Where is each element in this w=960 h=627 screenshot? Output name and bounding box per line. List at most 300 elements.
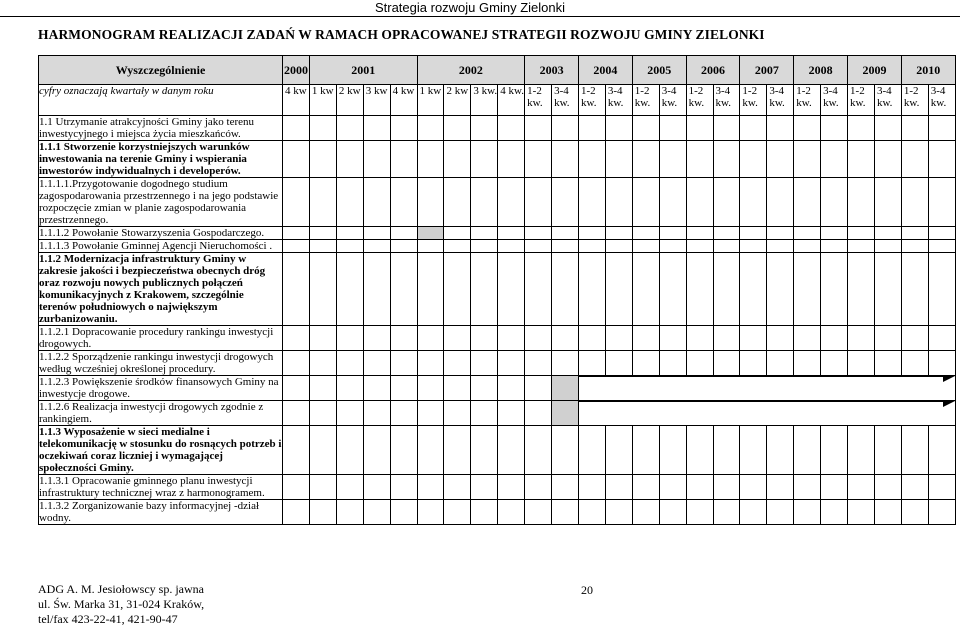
schedule-cell: [794, 500, 821, 525]
schedule-cell: [309, 475, 336, 500]
header-label: Wyszczególnienie: [39, 56, 283, 85]
schedule-cell: [767, 141, 794, 178]
schedule-cell: [928, 351, 955, 376]
schedule-cell: [767, 227, 794, 240]
document-title: HARMONOGRAM REALIZACJI ZADAŃ W RAMACH OPRACOWANEJ STRATEGII ROZWOJU GMINY ZIELONKI: [38, 27, 765, 42]
schedule-cell: [767, 500, 794, 525]
schedule-cell: [901, 116, 928, 141]
schedule-cell: [417, 253, 444, 326]
quarter-header: 2 kw: [336, 85, 363, 116]
schedule-cell: [336, 426, 363, 475]
schedule-cell: [794, 141, 821, 178]
schedule-cell: [632, 426, 659, 475]
schedule-cell: [363, 240, 390, 253]
schedule-cell: [901, 475, 928, 500]
schedule-cell: [874, 141, 901, 178]
schedule-cell: [309, 351, 336, 376]
schedule-cell: [390, 401, 417, 426]
quarter-header: 3-4 kw.: [928, 85, 955, 116]
schedule-cell: [578, 141, 605, 178]
schedule-cell: [928, 240, 955, 253]
schedule-cell: [874, 116, 901, 141]
schedule-cell: [552, 141, 579, 178]
schedule-cell: [713, 253, 740, 326]
schedule-cell: [713, 116, 740, 141]
task-row: [39, 376, 956, 401]
schedule-cell: [363, 253, 390, 326]
schedule-cell: [552, 500, 579, 525]
schedule-cell: [874, 178, 901, 227]
schedule-cell: [417, 475, 444, 500]
schedule-cell: [498, 326, 525, 351]
schedule-cell: [848, 500, 875, 525]
task-row: [39, 227, 956, 240]
quarter-header: 4 kw: [283, 85, 310, 116]
schedule-cell: [309, 500, 336, 525]
schedule-cell: [767, 475, 794, 500]
schedule-cell: [740, 227, 767, 240]
schedule-cell: [848, 475, 875, 500]
quarter-header: 3 kw: [363, 85, 390, 116]
task-row: [39, 475, 956, 500]
schedule-cell: [498, 141, 525, 178]
schedule-cell: [713, 351, 740, 376]
schedule-cell: [309, 426, 336, 475]
schedule-cell: [444, 376, 471, 401]
schedule-cell: [874, 253, 901, 326]
year-header: 2002: [417, 56, 525, 85]
quarter-header: 1 kw: [309, 85, 336, 116]
year-header: 2004: [578, 56, 632, 85]
schedule-cell: [713, 326, 740, 351]
year-header: 2006: [686, 56, 740, 85]
schedule-cell: [686, 351, 713, 376]
schedule-cell: [874, 227, 901, 240]
schedule-cell: [363, 401, 390, 426]
schedule-cell: [471, 401, 498, 426]
quarter-header: 1-2 kw.: [525, 85, 552, 116]
year-header: 2007: [740, 56, 794, 85]
schedule-cell: [336, 227, 363, 240]
task-row: [39, 500, 956, 525]
schedule-cell: [901, 351, 928, 376]
schedule-cell: [283, 240, 310, 253]
schedule-cell: [632, 351, 659, 376]
task-label: 1.1.2.3 Powiększenie środków finansowych Gminy na inwestycje drogowe.: [39, 376, 283, 401]
schedule-cell: [471, 253, 498, 326]
schedule-cell: [740, 326, 767, 351]
schedule-cell: [471, 178, 498, 227]
schedule-cell: [525, 116, 552, 141]
quarter-header: 1 kw: [417, 85, 444, 116]
schedule-cell: [309, 401, 336, 426]
schedule-cell: [471, 351, 498, 376]
schedule-cell: [821, 500, 848, 525]
gantt-table: [38, 55, 955, 580]
footer-phone: tel/fax 423-22-41, 421-90-47: [38, 612, 178, 626]
schedule-cell: [686, 253, 713, 326]
schedule-cell: [686, 426, 713, 475]
schedule-cell: [686, 326, 713, 351]
schedule-cell: [632, 178, 659, 227]
schedule-cell: [552, 227, 579, 240]
schedule-cell: [821, 240, 848, 253]
schedule-cell: [821, 116, 848, 141]
task-row: [39, 178, 956, 227]
schedule-cell: [552, 178, 579, 227]
task-row: [39, 326, 956, 351]
schedule-cell: [417, 351, 444, 376]
schedule-cell: [632, 240, 659, 253]
quarter-header: 1-2 kw.: [848, 85, 875, 116]
schedule-cell: [928, 426, 955, 475]
schedule-cell: [794, 326, 821, 351]
schedule-cell: [794, 475, 821, 500]
schedule-cell: [417, 116, 444, 141]
page-header: Strategia rozwoju Gminy Zielonki: [374, 0, 565, 15]
schedule-cell: [471, 500, 498, 525]
schedule-cell: [417, 401, 444, 426]
schedule-cell: [336, 178, 363, 227]
schedule-cell: [444, 240, 471, 253]
schedule-cell: [901, 240, 928, 253]
schedule-cell: [363, 178, 390, 227]
schedule-bar: [417, 227, 444, 240]
schedule-cell: [578, 426, 605, 475]
schedule-cell: [417, 326, 444, 351]
schedule-cell: [336, 116, 363, 141]
schedule-cell: [336, 326, 363, 351]
schedule-cell: [848, 227, 875, 240]
quarter-header: 1-2 kw.: [794, 85, 821, 116]
year-header: 2008: [794, 56, 848, 85]
schedule-cell: [821, 253, 848, 326]
task-label: 1.1.1.1.Przygotowanie dogodnego studium zagospodarowania przestrzennego i na jego podstawie rozpoczęcie zmian w planie zagospodarowania przestrzennego.: [39, 178, 283, 227]
schedule-cell: [283, 426, 310, 475]
schedule-cell: [363, 351, 390, 376]
schedule-cell: [821, 475, 848, 500]
schedule-cell: [901, 227, 928, 240]
schedule-cell: [283, 116, 310, 141]
header-rule: [0, 16, 960, 17]
schedule-cell: [659, 178, 686, 227]
schedule-cell: [713, 426, 740, 475]
schedule-cell: [848, 116, 875, 141]
schedule-cell: [740, 253, 767, 326]
schedule-cell: [632, 500, 659, 525]
schedule-cell: [390, 376, 417, 401]
schedule-cell: [309, 227, 336, 240]
schedule-cell: [390, 227, 417, 240]
schedule-cell: [525, 227, 552, 240]
schedule-cell: [713, 500, 740, 525]
schedule-cell: [283, 475, 310, 500]
schedule-cell: [874, 240, 901, 253]
schedule-cell: [336, 376, 363, 401]
schedule-cell: [525, 475, 552, 500]
schedule-cell: [525, 178, 552, 227]
schedule-cell: [928, 141, 955, 178]
schedule-cell: [659, 351, 686, 376]
schedule-cell: [363, 227, 390, 240]
schedule-cell: [686, 500, 713, 525]
schedule-cell: [309, 253, 336, 326]
schedule-cell: [659, 227, 686, 240]
schedule-cell: [471, 141, 498, 178]
schedule-cell: [498, 227, 525, 240]
schedule-cell: [928, 500, 955, 525]
task-label: 1.1.1 Stworzenie korzystniejszych warunków inwestowania na terenie Gminy i wspierania inwestorów indywidualnych i developerów.: [39, 141, 283, 178]
schedule-cell: [659, 253, 686, 326]
schedule-cell: [417, 500, 444, 525]
schedule-cell: [471, 240, 498, 253]
schedule-cell: [578, 500, 605, 525]
schedule-cell: [525, 326, 552, 351]
schedule-cell: [901, 141, 928, 178]
schedule-cell: [309, 240, 336, 253]
schedule-cell: [713, 178, 740, 227]
schedule-cell: [283, 141, 310, 178]
schedule-cell: [525, 240, 552, 253]
schedule-cell: [390, 240, 417, 253]
schedule-cell: [686, 227, 713, 240]
schedule-cell: [390, 178, 417, 227]
continuation-arrow: [578, 401, 955, 426]
schedule-cell: [686, 116, 713, 141]
schedule-cell: [309, 116, 336, 141]
schedule-cell: [417, 178, 444, 227]
schedule-cell: [605, 116, 632, 141]
footer-company: ADG A. M. Jesiołowscy sp. jawna: [38, 582, 204, 596]
schedule-cell: [390, 141, 417, 178]
schedule-cell: [794, 178, 821, 227]
schedule-cell: [552, 116, 579, 141]
schedule-cell: [444, 178, 471, 227]
task-row: [39, 240, 956, 253]
schedule-cell: [471, 376, 498, 401]
schedule-cell: [848, 240, 875, 253]
schedule-cell: [417, 240, 444, 253]
schedule-cell: [928, 116, 955, 141]
quarter-header: 4 kw.: [498, 85, 525, 116]
schedule-cell: [444, 227, 471, 240]
schedule-cell: [901, 326, 928, 351]
schedule-cell: [444, 116, 471, 141]
schedule-cell: [525, 253, 552, 326]
schedule-cell: [390, 500, 417, 525]
schedule-cell: [632, 227, 659, 240]
schedule-cell: [794, 426, 821, 475]
schedule-cell: [363, 326, 390, 351]
year-header: 2003: [525, 56, 579, 85]
schedule-cell: [605, 351, 632, 376]
schedule-cell: [794, 351, 821, 376]
schedule-cell: [498, 240, 525, 253]
schedule-cell: [686, 141, 713, 178]
schedule-cell: [605, 326, 632, 351]
schedule-cell: [417, 376, 444, 401]
task-label: 1.1.1.2 Powołanie Stowarzyszenia Gospodarczego.: [39, 227, 283, 240]
schedule-cell: [390, 253, 417, 326]
continuation-arrow: [578, 376, 955, 401]
schedule-cell: [283, 401, 310, 426]
schedule-cell: [498, 351, 525, 376]
schedule-cell: [848, 326, 875, 351]
task-label: 1.1.3.2 Zorganizowanie bazy informacyjnej -dział wodny.: [39, 500, 283, 525]
schedule-cell: [498, 475, 525, 500]
schedule-cell: [632, 475, 659, 500]
schedule-cell: [821, 426, 848, 475]
schedule-cell: [686, 178, 713, 227]
quarter-header: 3-4 kw.: [821, 85, 848, 116]
schedule-cell: [283, 227, 310, 240]
schedule-cell: [363, 141, 390, 178]
schedule-cell: [686, 240, 713, 253]
schedule-cell: [444, 475, 471, 500]
schedule-cell: [498, 376, 525, 401]
schedule-cell: [740, 178, 767, 227]
quarter-header: 3 kw.: [471, 85, 498, 116]
schedule-cell: [471, 475, 498, 500]
schedule-cell: [794, 227, 821, 240]
schedule-cell: [578, 178, 605, 227]
quarter-header: 3-4 kw.: [874, 85, 901, 116]
schedule-cell: [659, 116, 686, 141]
task-row: [39, 253, 956, 326]
schedule-cell: [444, 426, 471, 475]
schedule-cell: [309, 141, 336, 178]
task-label: 1.1.2.1 Dopracowanie procedury rankingu inwestycji drogowych.: [39, 326, 283, 351]
schedule-cell: [928, 326, 955, 351]
schedule-cell: [390, 426, 417, 475]
quarter-header: 3-4 kw.: [659, 85, 686, 116]
task-row: [39, 426, 956, 475]
schedule-cell: [283, 326, 310, 351]
schedule-cell: [821, 326, 848, 351]
schedule-cell: [498, 178, 525, 227]
schedule-cell: [552, 426, 579, 475]
task-row: [39, 116, 956, 141]
quarter-header: 3-4 kw.: [605, 85, 632, 116]
schedule-cell: [498, 253, 525, 326]
schedule-cell: [363, 475, 390, 500]
schedule-cell: [336, 500, 363, 525]
schedule-cell: [740, 116, 767, 141]
schedule-cell: [767, 240, 794, 253]
schedule-cell: [821, 351, 848, 376]
schedule-cell: [740, 500, 767, 525]
task-label: 1.1.1.3 Powołanie Gminnej Agencji Nieruchomości .: [39, 240, 283, 253]
schedule-cell: [874, 326, 901, 351]
schedule-cell: [444, 500, 471, 525]
quarter-header: 1-2 kw.: [901, 85, 928, 116]
schedule-cell: [552, 351, 579, 376]
schedule-cell: [605, 141, 632, 178]
schedule-cell: [848, 351, 875, 376]
schedule-cell: [901, 426, 928, 475]
schedule-cell: [444, 253, 471, 326]
schedule-cell: [686, 475, 713, 500]
schedule-cell: [928, 475, 955, 500]
schedule-cell: [605, 227, 632, 240]
schedule-cell: [552, 253, 579, 326]
schedule-cell: [605, 240, 632, 253]
schedule-cell: [283, 500, 310, 525]
schedule-cell: [363, 426, 390, 475]
schedule-cell: [283, 253, 310, 326]
schedule-cell: [578, 227, 605, 240]
schedule-cell: [471, 227, 498, 240]
schedule-cell: [874, 475, 901, 500]
schedule-cell: [767, 426, 794, 475]
schedule-cell: [525, 376, 552, 401]
task-row: [39, 401, 956, 426]
schedule-cell: [848, 253, 875, 326]
schedule-cell: [794, 116, 821, 141]
schedule-cell: [336, 401, 363, 426]
schedule-cell: [767, 178, 794, 227]
schedule-cell: [498, 401, 525, 426]
task-label: 1.1 Utrzymanie atrakcyjności Gminy jako terenu inwestycyjnego i miejsca życia mieszkańców.: [39, 116, 283, 141]
quarter-header: 3-4 kw.: [552, 85, 579, 116]
schedule-cell: [552, 475, 579, 500]
schedule-cell: [578, 240, 605, 253]
schedule-cell: [713, 227, 740, 240]
schedule-cell: [525, 351, 552, 376]
schedule-cell: [740, 240, 767, 253]
schedule-cell: [901, 253, 928, 326]
quarter-header: 4 kw: [390, 85, 417, 116]
schedule-cell: [578, 351, 605, 376]
schedule-cell: [390, 116, 417, 141]
schedule-cell: [525, 426, 552, 475]
schedule-cell: [632, 141, 659, 178]
schedule-cell: [336, 141, 363, 178]
schedule-cell: [309, 326, 336, 351]
year-header: 2005: [632, 56, 686, 85]
schedule-cell: [740, 141, 767, 178]
schedule-cell: [713, 475, 740, 500]
schedule-cell: [659, 426, 686, 475]
schedule-cell: [309, 376, 336, 401]
quarter-header: 3-4 kw.: [713, 85, 740, 116]
task-row: [39, 351, 956, 376]
schedule-cell: [821, 141, 848, 178]
schedule-cell: [848, 178, 875, 227]
schedule-bar: [552, 401, 579, 426]
schedule-cell: [605, 178, 632, 227]
schedule-cell: [336, 351, 363, 376]
schedule-cell: [848, 141, 875, 178]
quarter-header: 3-4 kw.: [767, 85, 794, 116]
schedule-cell: [632, 253, 659, 326]
schedule-cell: [390, 326, 417, 351]
schedule-cell: [336, 253, 363, 326]
schedule-cell: [848, 426, 875, 475]
schedule-cell: [578, 116, 605, 141]
schedule-cell: [363, 500, 390, 525]
schedule-cell: [444, 401, 471, 426]
schedule-cell: [659, 500, 686, 525]
quarter-header: 2 kw: [444, 85, 471, 116]
schedule-cell: [740, 475, 767, 500]
quarter-header: 1-2 kw.: [632, 85, 659, 116]
schedule-cell: [283, 351, 310, 376]
schedule-cell: [525, 401, 552, 426]
arrow-head-icon: [943, 401, 955, 408]
schedule-cell: [444, 351, 471, 376]
schedule-cell: [874, 426, 901, 475]
